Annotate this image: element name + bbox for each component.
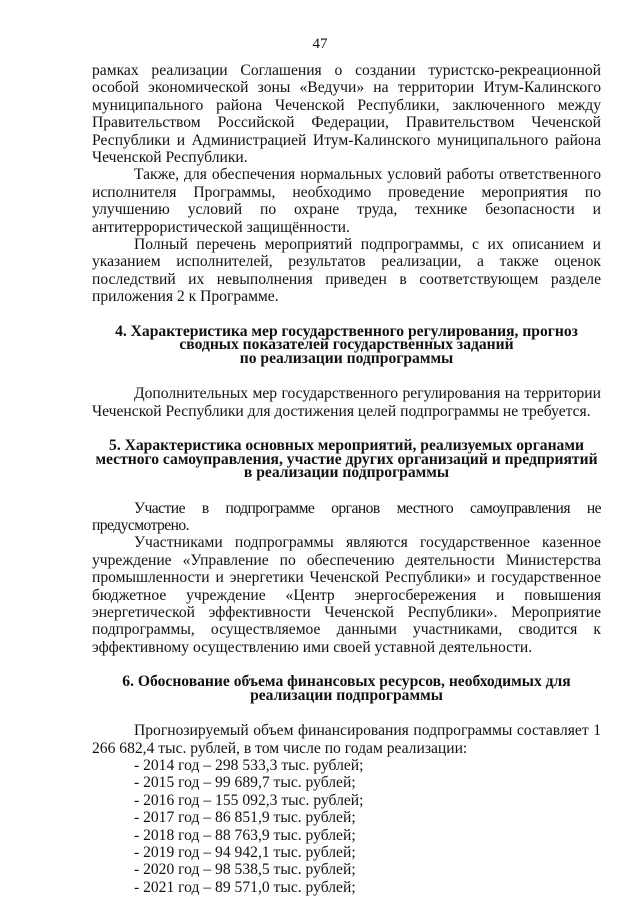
- section-4-heading: [92, 322, 601, 367]
- section-4-heading-line-1: 4. Характеристика мер государственного регулирования, прогноз: [115, 322, 578, 340]
- list-item: - 2020 год – 98 538,5 тыс. рублей;: [134, 861, 356, 879]
- paragraph-full-list: Полный перечень мероприятий подпрограммы, с их описанием и указанием исполнителей, результатов реализации, а также оценок последствий их невыполнения приведен в соответствующем разделе приложения 2 к Программе.: [92, 236, 601, 306]
- paragraph-participants: Участниками подпрограммы являются государственное казенное учреждение «Управление по обеспечению деятельности Министерства промышленности и энергетики Чеченской Республики» и государственное бюджетное учреждение «Центр энергосбережения и повышения энергетической эффективности Чеченской Республики». Мероприятие подпрограммы, осуществляемое данными участниками, сводится к эффективному осуществлению ими своей уставной деятельности.: [92, 534, 601, 656]
- list-item: - 2021 год – 89 571,0 тыс. рублей;: [134, 878, 356, 896]
- paragraph-regulation-measures: Дополнительных мер государственного регулирования на территории Чеченской Республики для достижения целей подпрограммы не требуется.: [92, 385, 601, 420]
- paragraph-soglashenie-continued: рамках реализации Соглашения о создании туристско-рекреационной особой экономической зоны «Ведучи» на территории Итум-Калинского муниципального района Чеченской Республики, заключенного между Правительством Российской Федерации, Правительством Чеченской Республики и Администрацией Итум-Калинского муниципального района Чеченской Республики.: [92, 62, 601, 167]
- list-item: - 2015 год – 99 689,7 тыс. рублей;: [134, 774, 356, 792]
- list-item: - 2018 год – 88 763,9 тыс. рублей;: [134, 826, 356, 844]
- section-6-heading-line-1: 6. Обоснование объема финансовых ресурсов, необходимых для: [122, 673, 571, 691]
- section-4-heading-line-3: по реализации подпрограммы: [239, 349, 454, 367]
- section-6-heading: [92, 675, 601, 702]
- financing-by-year-list: [92, 757, 601, 896]
- paragraph-local-government-participation: Участие в подпрограмме органов местного самоуправления не предусмотрено.: [92, 499, 601, 534]
- list-item: - 2016 год – 155 092,3 тыс. рублей;: [134, 791, 364, 809]
- list-item: - 2017 год – 86 851,9 тыс. рублей;: [134, 809, 356, 827]
- section-5-heading-line-2: местного самоуправления, участие других организаций и предприятий: [95, 450, 598, 468]
- page-number: 47: [312, 36, 328, 52]
- section-5-heading-line-1: 5. Характеристика основных мероприятий, реализуемых органами: [109, 437, 584, 454]
- section-5-heading-line-3: в реализации подпрограммы: [243, 464, 450, 481]
- list-item: - 2014 год – 298 533,3 тыс. рублей;: [134, 756, 364, 774]
- section-6-heading-line-2: реализации подпрограммы: [250, 686, 443, 704]
- list-item: - 2019 год – 94 942,1 тыс. рублей;: [134, 844, 356, 861]
- document-body: [92, 62, 601, 896]
- paragraph-financing-forecast: Прогнозируемый объем финансирования подпрограммы составляет 1 266 682,4 тыс. рублей, в том числе по годам реализации:: [92, 722, 601, 757]
- section-4-heading-line-2: сводных показателей государственных заданий: [179, 336, 514, 354]
- section-5-heading: [92, 439, 601, 480]
- paragraph-work-conditions: Также, для обеспечения нормальных условий работы ответственного исполнителя Программы, необходимо проведение мероприятия по улучшению условий по охране труда, технике безопасности и антитеррористической защищённости.: [92, 166, 601, 236]
